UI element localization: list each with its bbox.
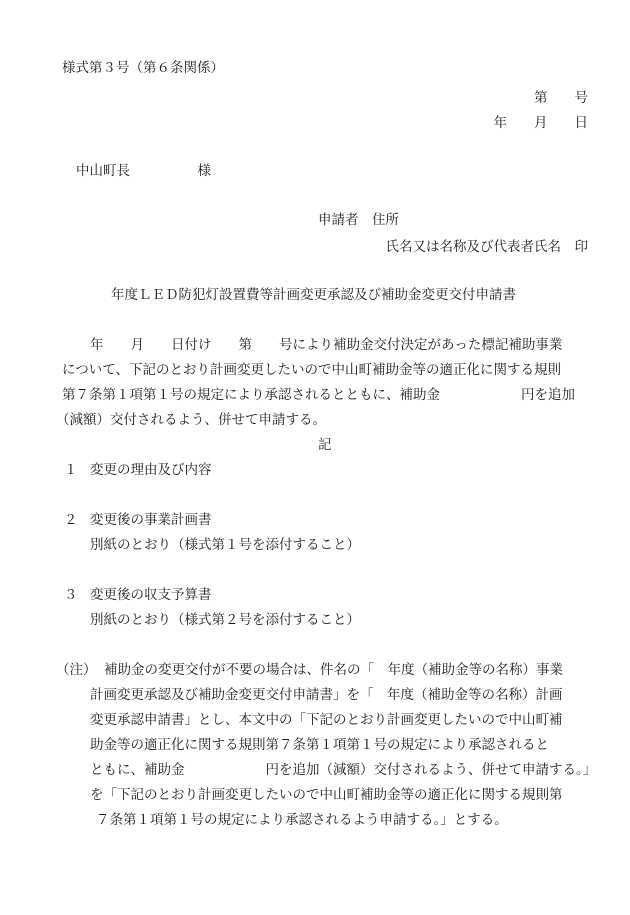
item-number: １ — [64, 462, 78, 478]
item-detail: 別紙のとおり（様式第２号を添付すること） — [90, 612, 360, 628]
note-line: 補助金の変更交付が不要の場合は、件名の「 年度（補助金等の名称）事業 — [104, 662, 563, 678]
applicant-name-label: 氏名又は名称及び代表者氏名 印 — [385, 239, 588, 255]
note-line: ともに、補助金 円を追加（減額）交付されるよう、併せて申請する。」 — [90, 762, 597, 778]
addressee: 中山町長 様 — [76, 163, 211, 179]
date-line: 年 月 日 — [493, 115, 588, 131]
item-number: ２ — [64, 512, 78, 528]
item-heading: 変更後の事業計画書 — [90, 512, 212, 528]
item-heading: 変更後の収支予算書 — [90, 587, 212, 603]
body-line: 第７条第１項第１号の規定により承認されるとともに、補助金 円を追加 — [62, 387, 575, 403]
ki-marker: 記 — [318, 437, 332, 453]
form-number: 様式第３号（第６条関係） — [62, 60, 224, 76]
body-line: について、下記のとおり計画変更したいので中山町補助金等の適正化に関する規則 — [62, 362, 561, 378]
note-line: 助金等の適正化に関する規則第７条第１項第１号の規定により承認されると — [90, 737, 549, 753]
body-line: 年 月 日付け 第 号により補助金交付決定があった標記補助事業 — [90, 337, 563, 353]
item-detail: 別紙のとおり（様式第１号を添付すること） — [90, 537, 360, 553]
body-line: （減額）交付されるよう、併せて申請する。 — [56, 412, 326, 428]
note-line: 計画変更承認及び補助金変更交付申請書」を「 年度（補助金等の名称）計画 — [90, 687, 563, 703]
note-line: ７条第１項第１号の規定により承認されるよう申請する。」とする。 — [96, 812, 508, 828]
item-heading: 変更の理由及び内容 — [90, 462, 212, 478]
note-line: 変更承認申請書」とし、本文中の「下記のとおり計画変更したいので中山町補 — [90, 712, 563, 728]
item-number: ３ — [64, 587, 78, 603]
applicant-address-label: 申請者 住所 — [318, 212, 399, 228]
note-line: を「下記のとおり計画変更したいので中山町補助金等の適正化に関する規則第 — [90, 787, 563, 803]
note-label: （注） — [56, 662, 97, 678]
document-title: 年度ＬＥＤ防犯灯設置費等計画変更承認及び補助金変更交付申請書 — [111, 287, 516, 303]
reference-number: 第 号 — [534, 90, 588, 106]
